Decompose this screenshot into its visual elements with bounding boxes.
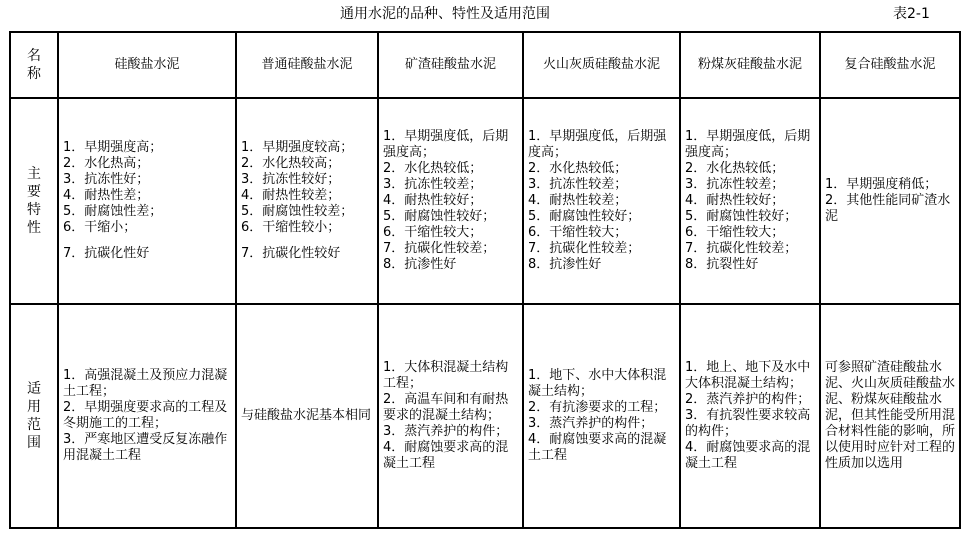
cell-item: 2．水化热较高； (241, 156, 341, 171)
table-row (10, 98, 960, 304)
cell-item: 6．干缩性较大； (528, 225, 628, 240)
cell-item: 1．高强混凝土及预应力混凝土工程； (63, 368, 228, 399)
cell-item: 7．抗碳化性较差； (685, 241, 798, 256)
cell-item: 1．早期强度高； (63, 140, 163, 155)
cell-item: 3．抗冻性较差； (383, 177, 483, 192)
cell-item: 3．严寒地区遭受反复冻融作用混凝土工程 (63, 432, 228, 463)
row-label-cell (10, 304, 58, 528)
cell-item: 1．大体积混凝土结构工程； (383, 360, 509, 391)
cell-item: 3．抗冻性较差； (685, 177, 785, 192)
table-number: 表2-1 (893, 6, 930, 22)
cell-item: 5．耐腐蚀性差； (63, 204, 163, 219)
cell-item: 与硅酸盐水泥基本相同 (241, 408, 372, 423)
cell-item: 1．早期强度低，后期强度高； (528, 129, 667, 160)
cell-item: 6．干缩性较大； (685, 225, 785, 240)
cell-item: 7．抗碳化性好 (63, 246, 150, 261)
cell-item: 3．蒸汽养护的构件； (528, 416, 654, 431)
cell-item: 8．抗渗性好 (528, 257, 602, 272)
cell-item: 8．抗裂性好 (685, 257, 759, 272)
table-cell (680, 98, 820, 304)
header-name-cell (10, 32, 58, 98)
cell-item: 5．耐腐蚀性较好； (528, 209, 641, 224)
cell-item: 2．其他性能同矿渣水泥 (825, 193, 951, 224)
row-label: 适用范围 (27, 381, 41, 451)
table-cell (378, 304, 523, 528)
row-label: 主要特性 (27, 166, 41, 236)
cell-item: 1．早期强度低，后期强度高； (383, 129, 509, 160)
cell-item: 7．抗碳化性较差； (383, 241, 496, 256)
column-header: 火山灰质硅酸盐水泥 (523, 32, 680, 98)
row-label-cell (10, 98, 58, 304)
table-row (10, 304, 960, 528)
table-cell (680, 304, 820, 528)
cell-item: 3．抗冻性较好； (241, 172, 341, 187)
cell-item: 7．抗碳化性较差； (528, 241, 641, 256)
cell-item: 5．耐腐蚀性较差； (241, 204, 354, 219)
cell-item: 2．早期强度要求高的工程及冬期施工的工程； (63, 400, 228, 431)
cell-item: 3．蒸汽养护的构件； (383, 424, 509, 439)
cell-item: 1．地下、水中大体积混凝土结构； (528, 368, 667, 399)
cell-item: 5．耐腐蚀性较好； (685, 209, 798, 224)
table-cell (58, 304, 236, 528)
table-cell (378, 98, 523, 304)
cell-item: 3．抗冻性较差； (528, 177, 628, 192)
cell-item: 5．耐腐蚀性较好； (383, 209, 496, 224)
column-header: 矿渣硅酸盐水泥 (378, 32, 523, 98)
cell-item: 4．耐腐蚀要求高的混凝土工程 (685, 440, 811, 471)
cell-item: 可参照矿渣硅酸盐水泥、火山灰质硅酸盐水泥、粉煤灰硅酸盐水泥，但其性能受所用混合材料性能的影响，所以使用时应针对工程的性质加以选用 (825, 360, 956, 471)
cell-item: 1．早期强度稍低； (825, 177, 938, 192)
cell-item: 2．蒸汽养护的构件； (685, 392, 811, 407)
cell-item: 4．耐热性较好； (383, 193, 483, 208)
table-cell (820, 304, 960, 528)
cell-item: 3．抗冻性好； (63, 172, 150, 187)
cell-item: 3．有抗裂性要求较高的构件； (685, 408, 811, 439)
cell-item: 6．干缩小； (63, 220, 137, 235)
table-cell (523, 304, 680, 528)
cell-item: 4．耐腐蚀要求高的混凝土工程 (528, 432, 667, 463)
cell-item: 2．高温车间和有耐热要求的混凝土结构； (383, 392, 509, 423)
column-header: 普通硅酸盐水泥 (236, 32, 378, 98)
column-header: 复合硅酸盐水泥 (820, 32, 960, 98)
cell-item: 1．地上、地下及水中大体积混凝土结构； (685, 360, 811, 391)
cell-item: 2．水化热高； (63, 156, 150, 171)
cell-item: 2．有抗渗要求的工程； (528, 400, 667, 415)
cell-item: 2．水化热较低； (685, 161, 785, 176)
table-cell (236, 304, 378, 528)
cell-item: 4．耐热性差； (63, 188, 150, 203)
column-header: 粉煤灰硅酸盐水泥 (680, 32, 820, 98)
title-bar (0, 3, 961, 25)
cell-item: 1．早期强度较高； (241, 140, 354, 155)
column-header: 硅酸盐水泥 (58, 32, 236, 98)
cell-item: 7．抗碳化性较好 (241, 246, 341, 261)
cell-item: 2．水化热较低； (383, 161, 483, 176)
cell-item: 4．耐热性较差； (241, 188, 341, 203)
table-cell (523, 98, 680, 304)
header-name: 名称 (27, 48, 41, 82)
cell-item: 6．干缩性较大； (383, 225, 483, 240)
cell-item: 4．耐热性较差； (528, 193, 628, 208)
cement-table (9, 31, 961, 529)
table-title: 通用水泥的品种、特性及适用范围 (340, 6, 550, 22)
header-row (10, 32, 960, 98)
table-cell (58, 98, 236, 304)
cell-item: 1．早期强度低，后期强度高； (685, 129, 811, 160)
table-cell (820, 98, 960, 304)
cell-item: 2．水化热较低； (528, 161, 628, 176)
cell-item: 8．抗渗性好 (383, 257, 457, 272)
cell-item: 4．耐腐蚀要求高的混凝土工程 (383, 440, 509, 471)
cell-item: 4．耐热性较好； (685, 193, 785, 208)
table-cell (236, 98, 378, 304)
cell-item: 6．干缩性较小； (241, 220, 341, 235)
